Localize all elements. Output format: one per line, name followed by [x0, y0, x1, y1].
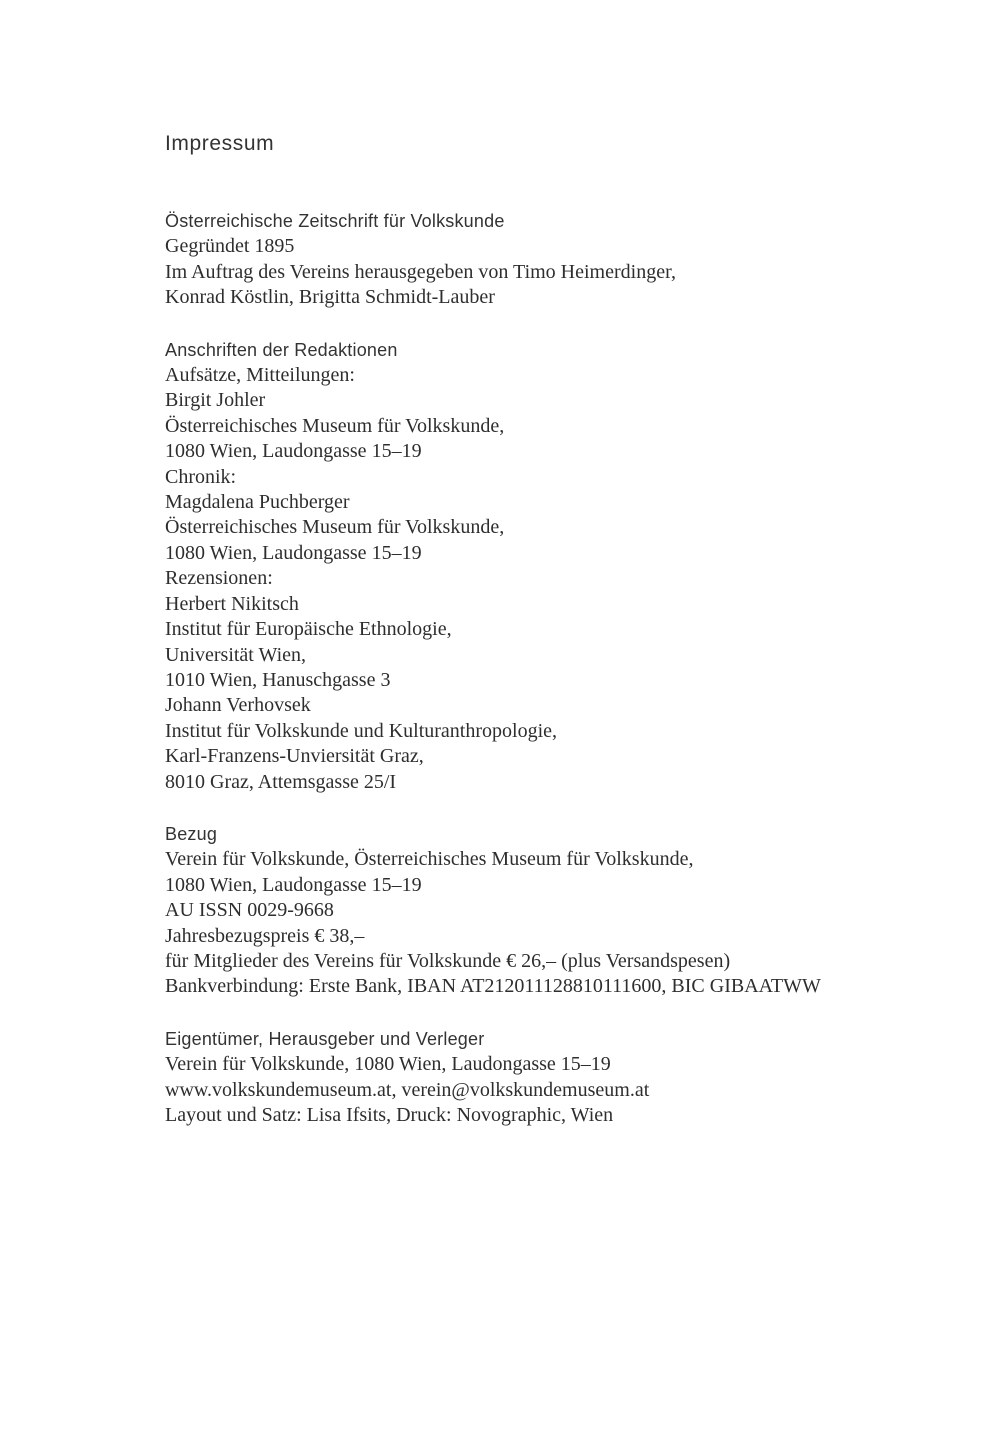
- text-line: Jahresbezugspreis € 38,–: [165, 924, 365, 947]
- text-line: Johann Verhovsek: [165, 694, 311, 717]
- text-line: Birgit Johler: [165, 389, 266, 412]
- text-line: Österreichisches Museum für Volkskunde,: [165, 414, 505, 437]
- text-line: Bankverbindung: Erste Bank, IBAN AT212011128810111600, BIC GIBAATWW: [165, 975, 821, 998]
- text-line: Chronik:: [165, 465, 237, 488]
- text-line: Institut für Volkskunde und Kulturanthropologie,: [165, 719, 558, 742]
- text-line: 8010 Graz, Attemsgasse 25/I: [165, 770, 397, 793]
- text-line: 1080 Wien, Laudongasse 15–19: [165, 873, 422, 896]
- text-line: Im Auftrag des Vereins herausgegeben von Timo Heimerdinger,: [165, 260, 676, 283]
- text-line: Institut für Europäische Ethnologie,: [165, 618, 452, 641]
- text-line: Aufsätze, Mitteilungen:: [165, 364, 355, 387]
- text-line: Verein für Volkskunde, 1080 Wien, Laudongasse 15–19: [165, 1053, 611, 1076]
- text-line: www.volkskundemuseum.at, verein@volkskundemuseum.at: [165, 1078, 650, 1101]
- page-title: Impressum: [165, 132, 275, 155]
- section-journal-info: [165, 209, 910, 311]
- text-line: AU ISSN 0029-9668: [165, 899, 334, 922]
- section-redaktionen: [165, 338, 910, 795]
- text-line: Österreichisches Museum für Volkskunde,: [165, 516, 505, 539]
- text-line: Magdalena Puchberger: [165, 491, 350, 514]
- text-line: für Mitglieder des Vereins für Volkskunde € 26,– (plus Versandspesen): [165, 949, 731, 972]
- text-line: Rezensionen:: [165, 567, 273, 590]
- section-heading-redaktionen: Anschriften der Redaktionen: [165, 339, 398, 360]
- text-line: Gegründet 1895: [165, 235, 295, 258]
- text-line: 1010 Wien, Hanuschgasse 3: [165, 668, 391, 691]
- text-line: Verein für Volkskunde, Österreichisches Museum für Volkskunde,: [165, 848, 694, 871]
- text-line: Konrad Köstlin, Brigitta Schmidt-Lauber: [165, 286, 495, 309]
- text-line: Universität Wien,: [165, 643, 307, 666]
- text-line: Layout und Satz: Lisa Ifsits, Druck: Novographic, Wien: [165, 1104, 614, 1126]
- text-line: 1080 Wien, Laudongasse 15–19: [165, 440, 422, 463]
- text-line: Karl-Franzens-Unviersität Graz,: [165, 745, 424, 768]
- section-bezug: [165, 822, 910, 1000]
- text-line: Herbert Nikitsch: [165, 592, 299, 615]
- section-eigentuemer: [165, 1027, 910, 1129]
- text-line: 1080 Wien, Laudongasse 15–19: [165, 541, 422, 564]
- section-heading-eigentuemer: Eigentümer, Herausgeber und Verleger: [165, 1028, 485, 1049]
- section-heading-bezug: Bezug: [165, 823, 218, 844]
- section-heading-journal: Österreichische Zeitschrift für Volkskunde: [165, 211, 505, 231]
